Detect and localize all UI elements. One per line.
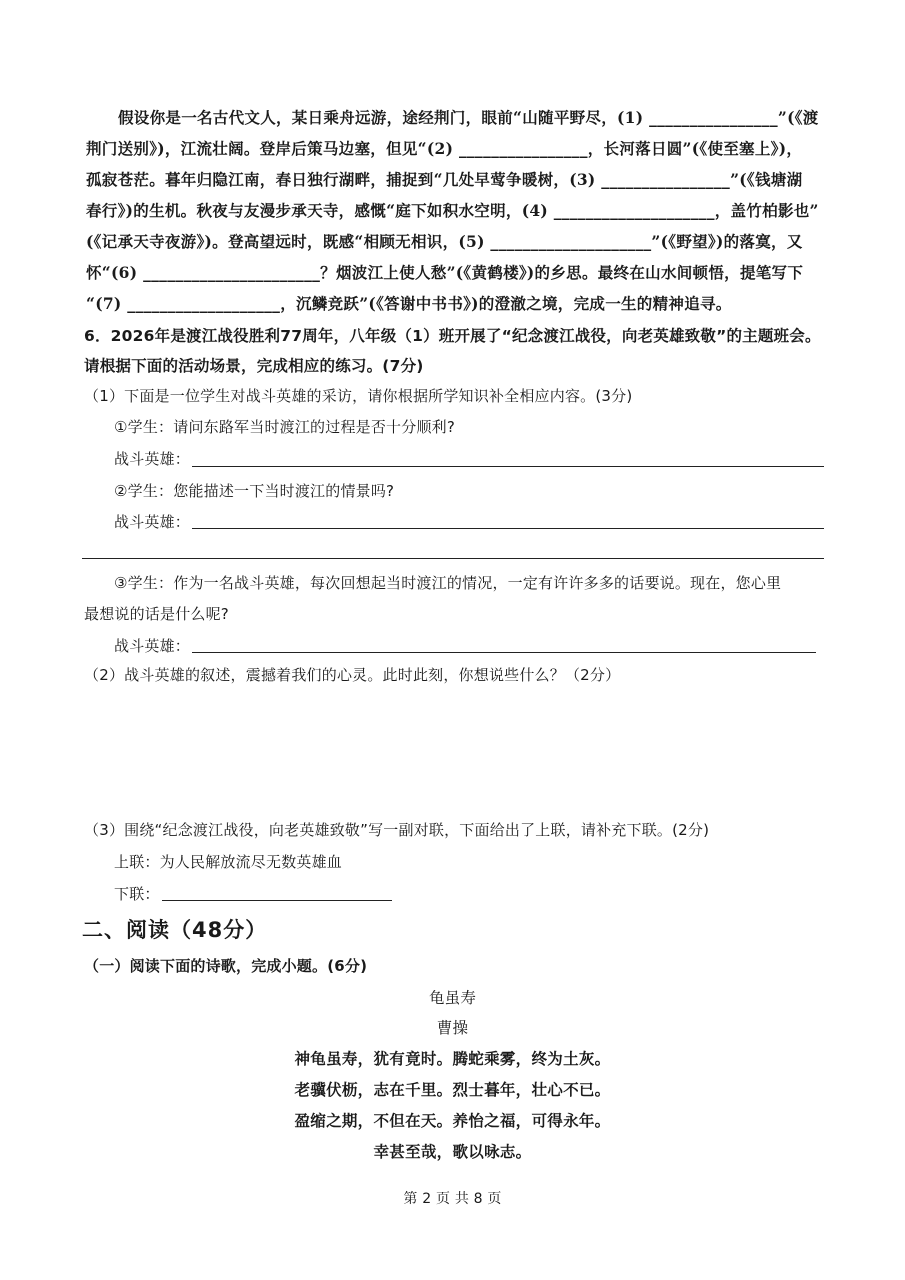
passage-line-7: “(7) ___________________，沉鳞竞跃”(《答谢中书书》)的澄澈之境，完成一生的精神追寻。 — [86, 294, 732, 313]
answer-label-1: 战斗英雄： — [114, 450, 191, 468]
poem-line-2: 老骥伏枥，志在千里。烈士暮年，壮心不已。 — [294, 1080, 611, 1099]
passage-line-4: 春行》)的生机。秋夜与友漫步承天寺，感慨“庭下如积水空明，(4) ____________________，盖竹柏影也” — [86, 201, 819, 220]
passage-line-2: 荆门送别》)，江流壮阔。登岸后策马边塞，但见“(2) ________________，长河落日圆”(《使至塞上》)， — [86, 139, 803, 158]
answer-line-2a[interactable] — [192, 528, 824, 529]
upper-couplet: 上联：为人民解放流尽无数英雄血 — [114, 853, 343, 871]
interview-question-1: ①学生：请问东路军当时渡江的过程是否十分顺利? — [114, 418, 456, 436]
lower-couplet-label: 下联： — [114, 885, 160, 903]
passage-line-1: 假设你是一名古代文人，某日乘舟远游，途经荆门，眼前“山随平野尽，(1) ________________”(《渡 — [118, 108, 819, 127]
lower-couplet-line[interactable] — [162, 900, 392, 901]
section2-part1: （一）阅读下面的诗歌，完成小题。(6分) — [84, 957, 368, 975]
poem-line-3: 盈缩之期，不但在天。养怡之福，可得永年。 — [294, 1111, 611, 1130]
passage-line-6: 怀“(6) ______________________？烟波江上使人愁”(《黄鹤楼》)的乡思。最终在山水间顿悟，提笔写下 — [86, 263, 804, 282]
answer-line-3[interactable] — [192, 652, 816, 653]
poem-author: 曹操 — [436, 1019, 469, 1037]
page-number: 第 2 页 共 8 页 — [403, 1191, 502, 1207]
section2-heading: 二、阅读（48分） — [82, 918, 268, 942]
answer-line-2b[interactable] — [82, 558, 824, 559]
interview-question-3-line2: 最想说的话是什么呢? — [84, 605, 229, 623]
question6-sub2: （2）战斗英雄的叙述，震撼着我们的心灵。此时此刻，你想说些什么？（2分） — [84, 666, 621, 684]
interview-question-3-line1: ③学生：作为一名战斗英雄，每次回想起当时渡江的情况，一定有许许多多的话要说。现在，您心里 — [114, 574, 782, 592]
passage-line-3: 孤寂苍茫。暮年归隐江南，春日独行湖畔，捕捉到“几处早莺争暖树，(3) ________________”(《钱塘湖 — [86, 170, 803, 189]
answer-label-3: 战斗英雄： — [114, 637, 191, 655]
passage-line-5: (《记承天寺夜游》)。登高望远时，既感“相顾无相识，(5) ____________________”(《野望》)的落寞，又 — [86, 232, 803, 251]
poem-line-1: 神龟虽寿，犹有竟时。腾蛇乘雾，终为土灰。 — [294, 1049, 611, 1068]
question6-title-line2: 请根据下面的活动场景，完成相应的练习。(7分) — [84, 357, 424, 375]
interview-question-2: ②学生：您能描述一下当时渡江的情景吗? — [114, 482, 395, 500]
answer-line-1[interactable] — [192, 466, 824, 467]
poem-line-4: 幸甚至哉，歌以咏志。 — [373, 1142, 532, 1161]
question6-title-line1: 6．2026年是渡江战役胜利77周年，八年级（1）班开展了“纪念渡江战役，向老英雄致敬”的主题班会。 — [84, 327, 821, 345]
question6-sub1: （1）下面是一位学生对战斗英雄的采访，请你根据所学知识补全相应内容。(3分) — [84, 387, 633, 405]
question6-sub3: （3）围绕“纪念渡江战役，向老英雄致敬”写一副对联，下面给出了上联，请补充下联。(2分) — [84, 821, 710, 839]
answer-label-2: 战斗英雄： — [114, 513, 191, 531]
answer-space-sub2[interactable] — [84, 692, 824, 812]
poem-title: 龟虽寿 — [428, 989, 477, 1007]
